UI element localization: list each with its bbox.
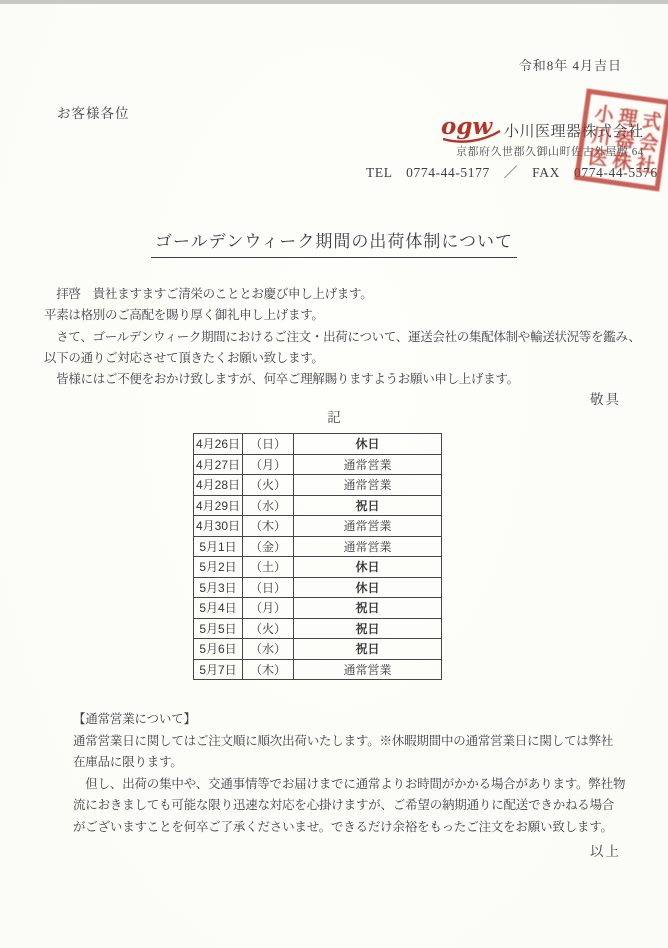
schedule-cell-date: 5月3日 bbox=[194, 577, 243, 598]
schedule-cell-status: 祝日 bbox=[294, 618, 442, 639]
notes-line: 但し、出荷の集中や、交通事情等でお届けまでに通常よりお時間がかかる場合があります。弊社物 bbox=[73, 776, 626, 791]
greeting-line: 拝啓 貴社ますますご清栄のこととお慶び申し上げます。 bbox=[44, 287, 373, 301]
schedule-cell-date: 5月6日 bbox=[194, 639, 243, 660]
schedule-row bbox=[194, 557, 442, 578]
notes-line: がございますことを何卒ご了承くださいませ。できるだけ余裕をもったご注文をお願い致します。 bbox=[73, 819, 613, 834]
schedule-cell-status: 祝日 bbox=[294, 495, 442, 516]
schedule-cell-date: 5月1日 bbox=[194, 536, 243, 557]
schedule-cell-status: 通常営業 bbox=[294, 659, 442, 680]
seal-text-column: 式会社 bbox=[631, 109, 662, 178]
closing-word: 敬具 bbox=[590, 392, 621, 407]
schedule-cell-date: 5月5日 bbox=[194, 618, 243, 639]
schedule-row bbox=[194, 659, 442, 680]
schedule-cell-status: 休日 bbox=[294, 577, 442, 598]
schedule-row bbox=[194, 536, 442, 557]
company-address: 京都府久世郡久御山町佐古外屋敷 64 bbox=[456, 146, 644, 158]
letter-greeting-body bbox=[44, 284, 644, 390]
greeting-line: さて、ゴールデンウィーク期間におけるご注文・出荷について、運送会社の集配体制や輸送状況等を鑑み、 bbox=[44, 329, 641, 344]
schedule-cell-status: 休日 bbox=[294, 434, 442, 455]
schedule-cell-date: 4月26日 bbox=[194, 434, 243, 455]
schedule-cell-day: （日） bbox=[243, 434, 294, 455]
company-name: 小川医理器株式会社 bbox=[504, 124, 644, 140]
schedule-cell-day: （日） bbox=[243, 577, 294, 598]
scan-top-edge bbox=[0, 0, 668, 4]
schedule-cell-day: （火） bbox=[243, 475, 294, 496]
schedule-row bbox=[194, 618, 442, 639]
schedule-cell-date: 4月27日 bbox=[194, 454, 243, 475]
schedule-cell-day: （水） bbox=[243, 495, 294, 516]
greeting-line: 以下の通りご対応させて頂きたくお願い致します。 bbox=[44, 350, 324, 365]
company-logo-text: ogw bbox=[441, 113, 493, 140]
schedule-cell-date: 4月28日 bbox=[194, 475, 243, 496]
schedule-cell-status: 通常営業 bbox=[294, 475, 442, 496]
seal-text-column: 理器株 bbox=[608, 105, 638, 175]
schedule-cell-day: （金） bbox=[243, 536, 294, 557]
schedule-cell-day: （木） bbox=[243, 516, 294, 537]
end-mark: 以上 bbox=[590, 844, 621, 859]
schedule-table-body bbox=[194, 434, 442, 680]
schedule-row bbox=[194, 495, 442, 516]
notes-lines bbox=[73, 731, 633, 839]
notes-line: 流におきましても可能な限り迅速な対応を心掛けますが、ご希望の納期通りに配送できかねる場合 bbox=[73, 798, 615, 813]
schedule-row bbox=[194, 577, 442, 598]
schedule-cell-date: 4月29日 bbox=[194, 495, 243, 516]
recipient-line: お客様各位 bbox=[57, 106, 130, 121]
greeting-line: 平素は格別のご高配を賜り厚く御礼申し上げます。 bbox=[44, 308, 324, 323]
schedule-cell-status: 祝日 bbox=[294, 639, 442, 660]
schedule-row bbox=[194, 639, 442, 660]
schedule-cell-date: 5月4日 bbox=[194, 598, 243, 619]
schedule-row bbox=[194, 516, 442, 537]
schedule-cell-status: 祝日 bbox=[294, 598, 442, 619]
schedule-cell-day: （火） bbox=[243, 618, 294, 639]
schedule-cell-status: 通常営業 bbox=[294, 516, 442, 537]
letter-title: ゴールデンウィーク期間の出荷体制について bbox=[151, 227, 517, 258]
notes-line: 通常営業日に関してはご注文順に順次出荷いたします。※休暇期間中の通常営業日に関しては弊社 bbox=[73, 733, 614, 748]
greeting-line: 皆様にはご不便をおかけ致しますが、何卒ご理解賜りますようお願い申し上げます。 bbox=[44, 372, 519, 387]
schedule-row bbox=[194, 475, 442, 496]
schedule-row bbox=[194, 434, 442, 455]
schedule-cell-day: （水） bbox=[243, 639, 294, 660]
notes-heading: 【通常営業について】 bbox=[73, 712, 196, 726]
notes-section bbox=[73, 709, 633, 839]
schedule-cell-status: 通常営業 bbox=[294, 536, 442, 557]
schedule-cell-status: 通常営業 bbox=[294, 454, 442, 475]
schedule-cell-day: （月） bbox=[243, 454, 294, 475]
schedule-cell-date: 5月2日 bbox=[194, 557, 243, 578]
schedule-row bbox=[194, 598, 442, 619]
schedule-cell-day: （土） bbox=[243, 557, 294, 578]
shipping-schedule-table bbox=[193, 433, 442, 680]
company-tel-fax: TEL 0774-44-5177 ／ FAX 0774-44-5576 bbox=[366, 165, 658, 180]
letter-date: 令和8年 4月吉日 bbox=[518, 58, 622, 73]
schedule-cell-date: 4月30日 bbox=[194, 516, 243, 537]
company-seal-stamp bbox=[574, 88, 668, 191]
schedule-row bbox=[194, 454, 442, 475]
letter-title-row bbox=[0, 227, 668, 258]
record-mark: 記 bbox=[327, 410, 341, 425]
schedule-cell-date: 5月7日 bbox=[194, 659, 243, 680]
seal-text-column: 小川医 bbox=[584, 102, 615, 171]
schedule-cell-day: （月） bbox=[243, 598, 294, 619]
schedule-cell-status: 休日 bbox=[294, 557, 442, 578]
schedule-cell-day: （木） bbox=[243, 659, 294, 680]
notes-line: 在庫品に限ります。 bbox=[73, 755, 183, 770]
